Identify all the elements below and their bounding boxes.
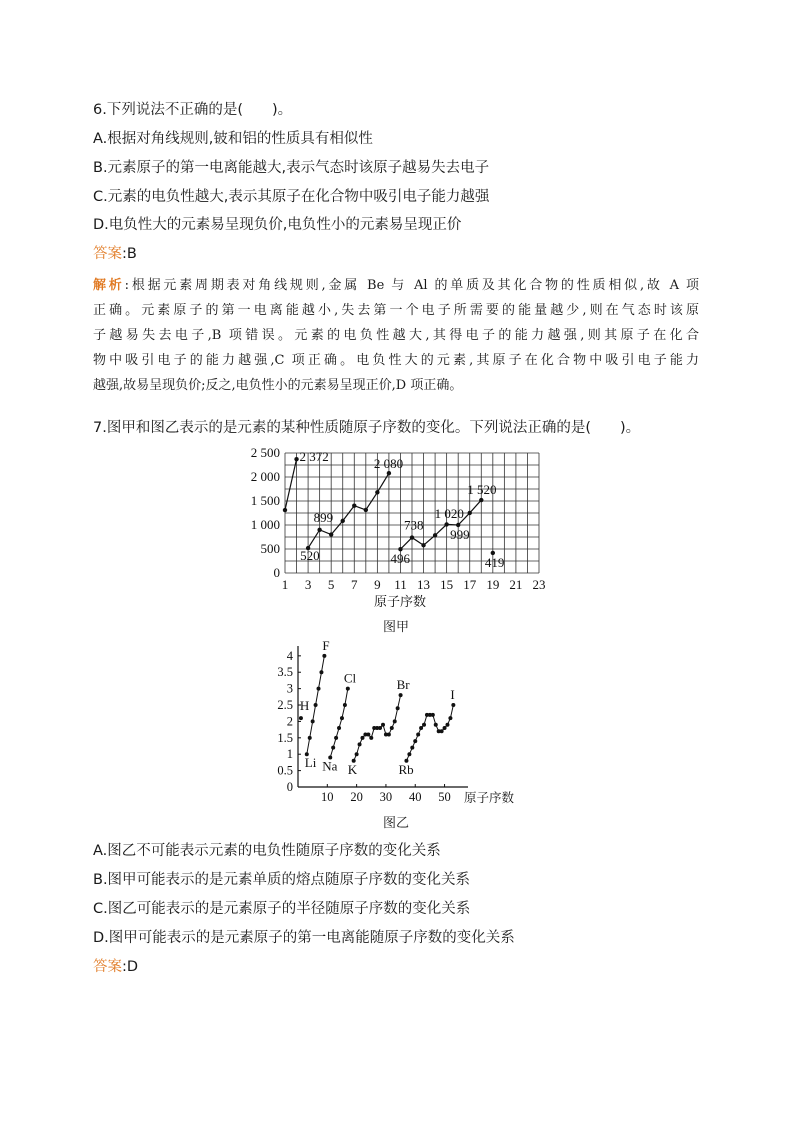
answer-label: 答案 (93, 246, 122, 262)
data-point (440, 729, 444, 733)
data-point (334, 736, 338, 740)
data-point (444, 522, 448, 526)
y-tick-label: 3.5 (277, 665, 293, 680)
data-point (283, 508, 287, 512)
element-label: Na (322, 758, 338, 774)
x-tick-label: 40 (408, 790, 422, 804)
y-tick-label: 0 (286, 780, 293, 794)
data-label: 1 520 (467, 482, 497, 498)
data-point (366, 733, 370, 737)
x-tick-label: 23 (532, 577, 546, 592)
data-point (433, 533, 437, 537)
data-point (340, 716, 344, 720)
chart-yi (268, 638, 528, 808)
data-label: 520 (300, 548, 320, 564)
data-point (364, 508, 368, 512)
q6-answer (93, 244, 137, 264)
data-point (375, 490, 379, 494)
y-tick-label: 0 (273, 565, 280, 580)
element-label: Li (304, 755, 317, 771)
q6-explanation-line-4: 物中吸引电子的能力越强,C 项正确。电负性大的元素,其原子在化合物中吸引电子能力 (93, 353, 699, 368)
x-tick-label: 17 (463, 577, 477, 592)
answer-value: :B (122, 246, 137, 262)
q7-option-b: B.图甲可能表示的是元素单质的熔点随原子序数的变化关系 (93, 872, 471, 888)
data-point (479, 498, 483, 502)
data-point (322, 654, 326, 658)
data-label: 419 (484, 554, 505, 570)
data-point (419, 726, 423, 730)
data-point (434, 723, 438, 727)
data-label: 2 372 (299, 449, 329, 465)
element-label: Rb (398, 761, 414, 777)
data-point (346, 687, 350, 691)
y-tick-label: 1 (286, 747, 293, 762)
data-point (421, 543, 425, 547)
data-point (390, 726, 394, 730)
x-axis-label: 原子序数 (464, 790, 515, 805)
data-point (299, 716, 303, 720)
data-point (358, 742, 362, 746)
data-point (396, 706, 400, 710)
chart-jia (248, 444, 548, 614)
data-point (410, 535, 414, 539)
explanation-label: 解析 (93, 278, 125, 293)
data-point (451, 703, 455, 707)
x-tick-label: 11 (394, 577, 407, 592)
data-label: 899 (313, 509, 334, 525)
data-point (445, 723, 449, 727)
q6-stem: 6.下列说法不正确的是( )。 (93, 102, 293, 118)
y-tick-label: 2 500 (250, 445, 280, 460)
answer-value: :D (122, 959, 139, 975)
data-point (317, 687, 321, 691)
data-label: 738 (404, 517, 424, 533)
x-tick-label: 15 (440, 577, 454, 592)
data-label: 2 080 (373, 456, 404, 472)
data-label: 496 (390, 551, 410, 567)
data-point (329, 532, 333, 536)
data-point (369, 736, 373, 740)
q6-explanation-line-3: 子越易失去电子,B 项错误。元素的电负性越大,其得电子的能力越强,则其原子在化合 (93, 328, 699, 343)
data-label: 1 020 (434, 506, 464, 522)
q7-option-a: A.图乙不可能表示元素的电负性随原子序数的变化关系 (93, 843, 441, 859)
data-point (399, 693, 403, 697)
y-tick-label: 500 (260, 541, 280, 556)
data-point (422, 723, 426, 727)
y-tick-label: 4 (286, 648, 293, 663)
x-tick-label: 21 (509, 577, 523, 592)
data-label: 999 (450, 527, 470, 543)
x-tick-label: 50 (438, 790, 451, 804)
x-tick-label: 9 (374, 577, 381, 592)
x-tick-label: 30 (379, 790, 393, 804)
data-point (331, 746, 335, 750)
q6-option-c: C.元素的电负性越大,表示其原子在化合物中吸引电子能力越强 (93, 189, 490, 205)
x-tick-label: 7 (351, 577, 358, 592)
element-label: K (347, 761, 358, 777)
x-tick-label: 20 (350, 790, 363, 804)
q6-option-d: D.电负性大的元素易呈现负价,电负性小的元素易呈现正价 (93, 217, 462, 233)
q7-stem: 7.图甲和图乙表示的是元素的某种性质随原子序数的变化。下列说法正确的是( )。 (93, 420, 641, 436)
data-point (341, 519, 345, 523)
data-point (343, 703, 347, 707)
y-tick-label: 0.5 (277, 763, 293, 778)
y-tick-label: 1 000 (250, 517, 280, 532)
data-point (387, 733, 391, 737)
series-line (285, 459, 297, 510)
q6-option-a: A.根据对角线规则,铍和铝的性质具有相似性 (93, 131, 373, 147)
data-point (443, 726, 447, 730)
q7-option-d: D.图甲可能表示的是元素原子的第一电离能随原子序数的变化关系 (93, 930, 515, 946)
data-point (378, 726, 382, 730)
data-point (393, 719, 397, 723)
data-point (387, 471, 391, 475)
data-point (413, 739, 417, 743)
y-tick-label: 2.5 (277, 698, 293, 713)
element-label: F (322, 638, 330, 653)
q7-option-c: C.图乙可能表示的是元素原子的半径随原子序数的变化关系 (93, 901, 471, 917)
data-point (308, 736, 312, 740)
x-tick-label: 19 (486, 577, 500, 592)
x-axis-label: 原子序数 (373, 595, 427, 610)
y-tick-label: 3 (286, 681, 293, 696)
q6-option-b: B.元素原子的第一电离能越大,表示气态时该原子越易失去电子 (93, 160, 490, 176)
element-label: Cl (343, 670, 357, 686)
chart-yi-caption: 图乙 (383, 816, 410, 831)
data-point (448, 716, 452, 720)
q7-answer (93, 957, 138, 977)
data-point (416, 733, 420, 737)
chart-jia-caption: 图甲 (383, 620, 410, 635)
data-point (431, 713, 435, 717)
x-tick-label: 10 (321, 790, 334, 804)
data-point (355, 752, 359, 756)
x-tick-label: 5 (327, 577, 335, 592)
answer-label: 答案 (93, 959, 122, 975)
data-point (314, 703, 318, 707)
data-point (317, 528, 321, 532)
y-tick-label: 2 000 (250, 469, 280, 484)
data-point (311, 719, 315, 723)
y-tick-label: 2 (286, 714, 293, 729)
x-tick-label: 3 (304, 577, 312, 592)
q6-explanation-line-2: 正确。元素原子的第一电离能越小,失去第一个电子所需要的能量越少,则在气态时该原 (93, 303, 699, 318)
data-point (468, 511, 472, 515)
data-point (337, 726, 341, 730)
data-point (294, 457, 298, 461)
x-tick-label: 1 (281, 577, 289, 592)
data-point (410, 746, 414, 750)
element-label: H (299, 698, 310, 714)
data-point (407, 752, 411, 756)
y-tick-label: 1.5 (277, 730, 293, 745)
x-tick-label: 13 (417, 577, 431, 592)
element-label: Br (396, 677, 410, 693)
q6-explanation-line-5: 越强,故易呈现负价;反之,电负性小的元素易呈现正价,D 项正确。 (93, 378, 463, 393)
y-tick-label: 1 500 (250, 493, 280, 508)
data-point (360, 736, 364, 740)
data-point (381, 723, 385, 727)
data-point (352, 504, 356, 508)
q6-explanation-line-1: 解析:根据元素周期表对角线规则,金属 Be 与 Al 的单质及其化合物的性质相似,故 A 项 (93, 278, 699, 293)
element-label: I (450, 687, 455, 703)
data-point (319, 670, 323, 674)
